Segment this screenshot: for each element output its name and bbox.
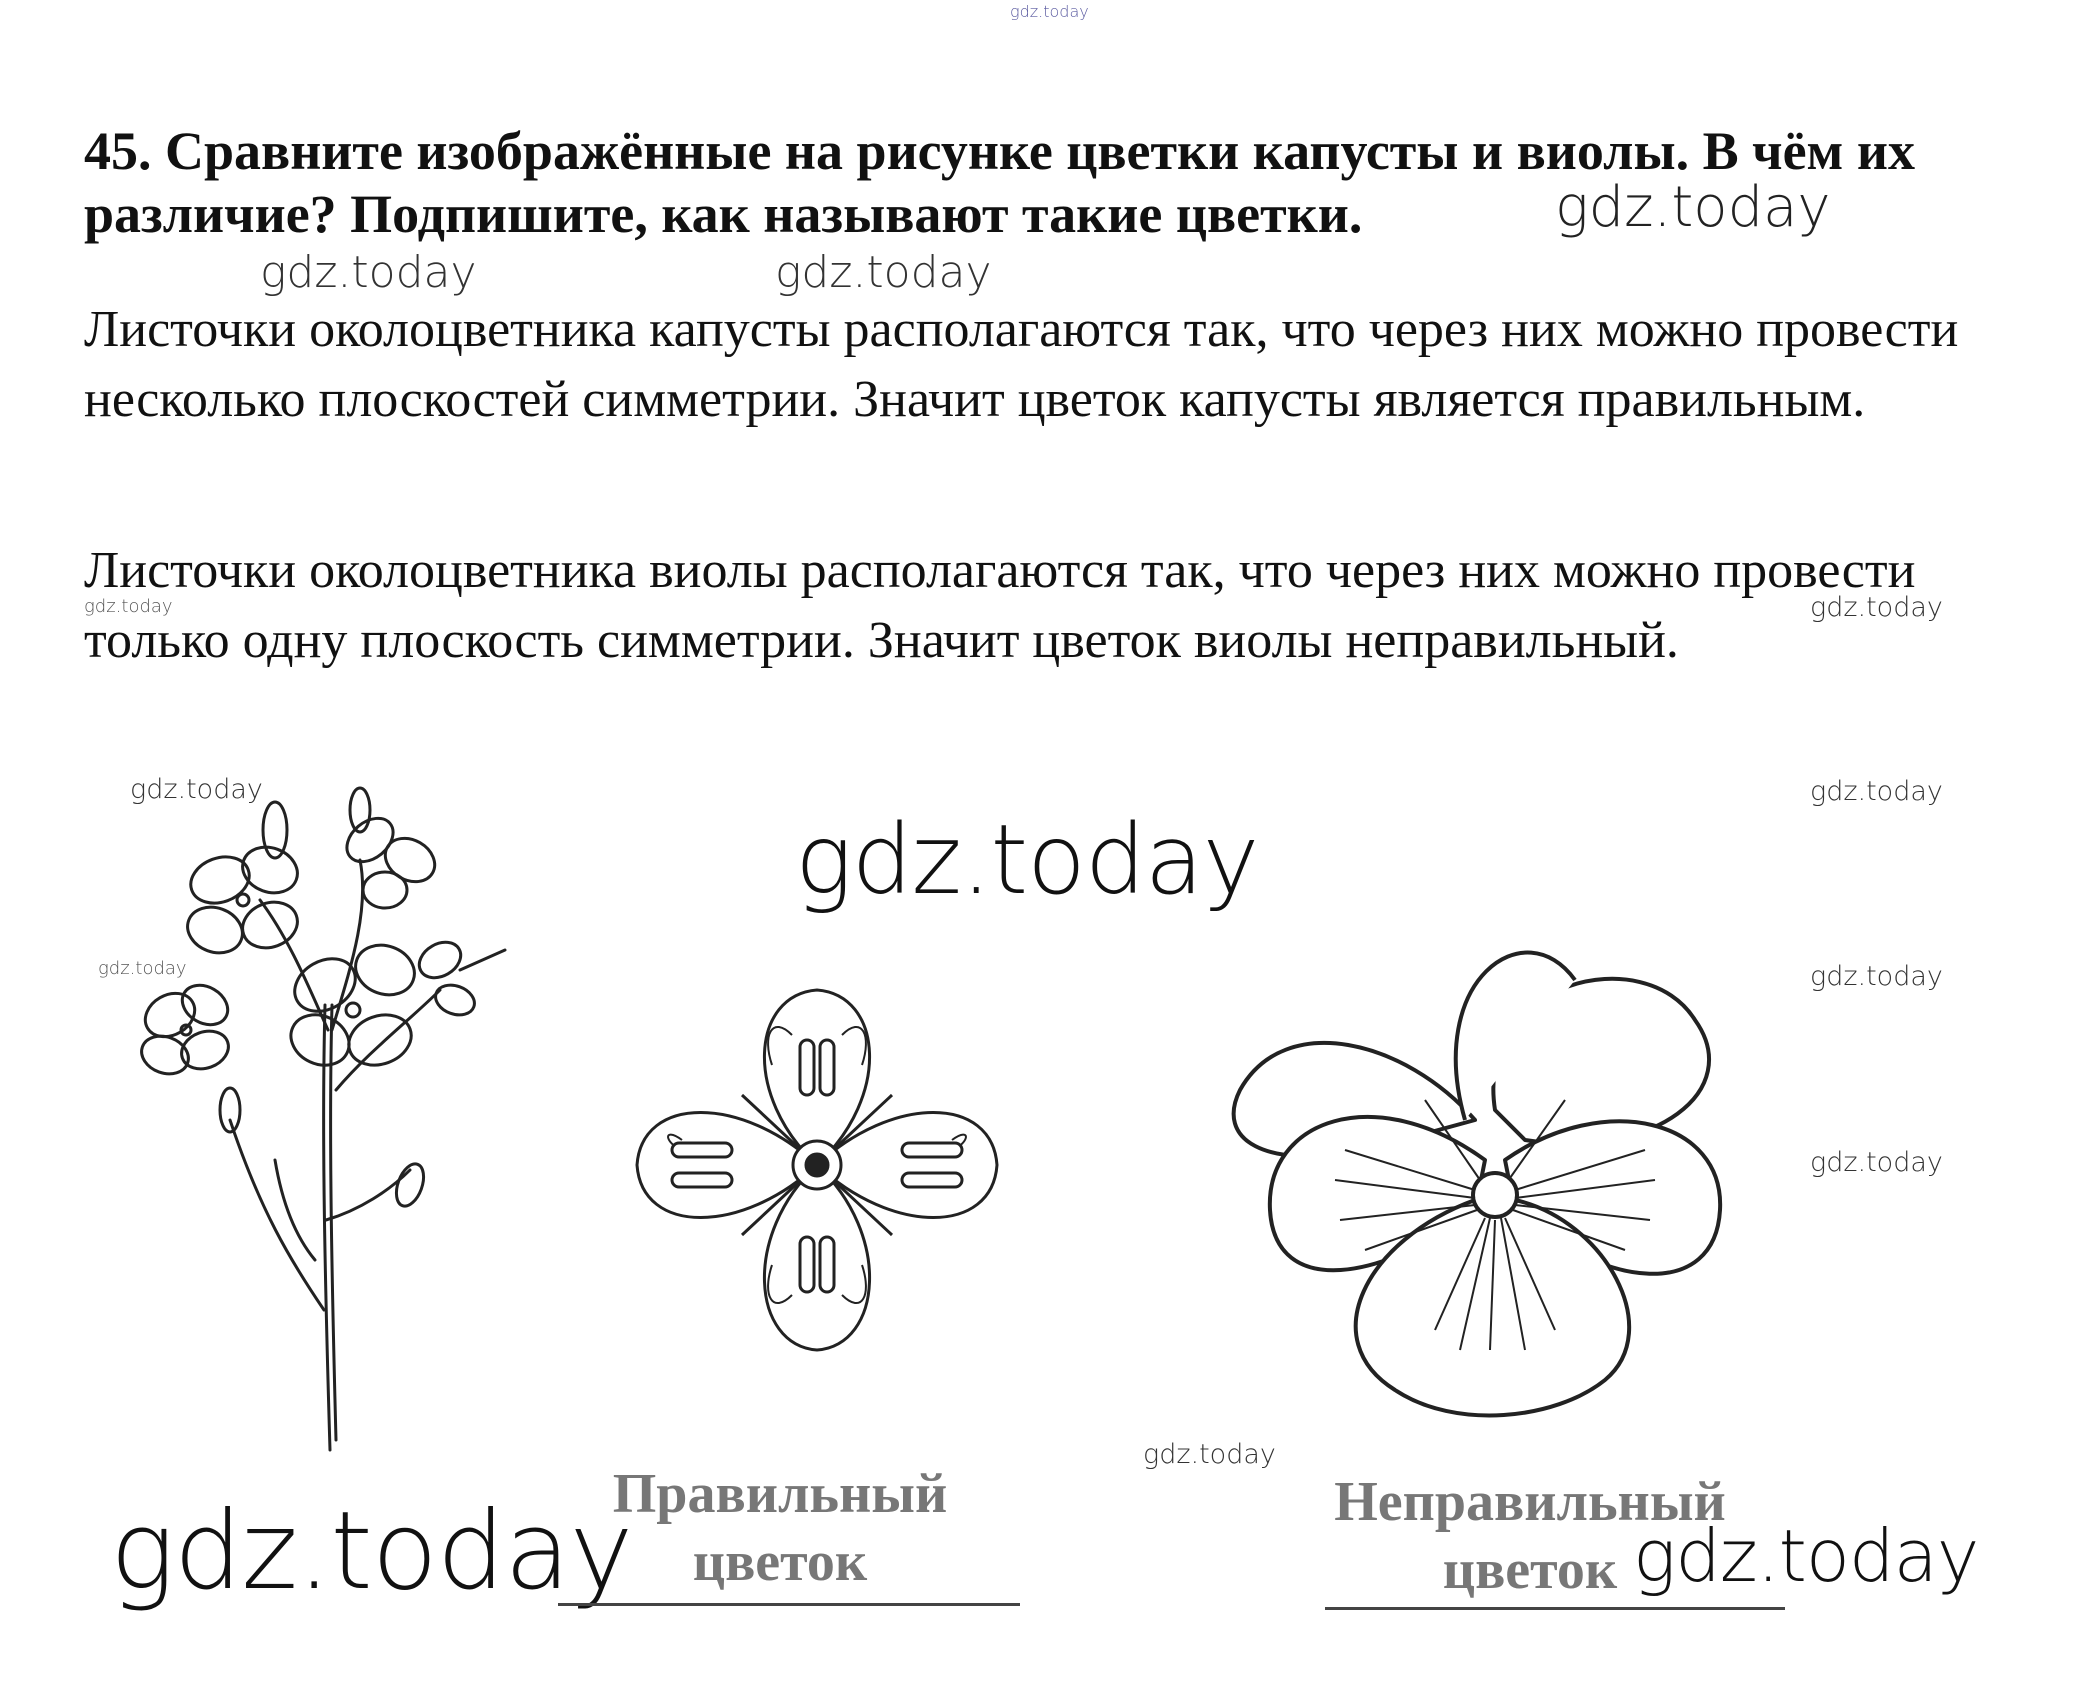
watermark-under-title-1: gdz.today (260, 247, 477, 298)
caption-regular-flower (560, 1460, 1000, 1596)
watermark-left-1: gdz.today (84, 596, 173, 617)
irregular-flower-illustration (1225, 920, 1755, 1420)
watermark-right-4: gdz.today (1810, 1147, 1943, 1178)
question-title: 45. Сравните изображённые на рисунке цветки капусты и виолы. В чём их различие? Подпишите, как называют такие цветки. (84, 121, 1915, 244)
answer-paragraph-cabbage: Листочки околоцветника капусты располагаются так, что через них можно провести несколько плоскостей симметрии. Значит цветок капусты является правильным. (84, 301, 1959, 428)
caption-irregular-underline (1325, 1607, 1785, 1610)
watermark-bottom-mid: gdz.today (1143, 1439, 1276, 1470)
caption-irregular-flower (1290, 1468, 1770, 1604)
watermark-title-right: gdz.today (1555, 175, 1831, 240)
answer-paragraph-viola: Листочки околоцветника виолы располагаются так, что через них можно провести только одну плоскость симметрии. Значит цветок виолы неправильный. (84, 542, 1916, 669)
watermark-bottom-right: gdz.today (1633, 1514, 1979, 1598)
caption-regular-underline (558, 1603, 1020, 1606)
cabbage-plant-illustration (110, 790, 530, 1460)
watermark-top: gdz.today (1010, 2, 1089, 21)
watermark-left-2: gdz.today (130, 774, 263, 805)
caption-regular-line-1: Правильный (612, 1463, 948, 1525)
watermark-right-3: gdz.today (1810, 961, 1943, 992)
caption-irregular-line-2: цветок (1442, 1539, 1618, 1601)
watermark-under-title-2: gdz.today (775, 247, 992, 298)
watermark-center: gdz.today (795, 804, 1259, 916)
caption-irregular-line-1: Неправильный (1334, 1471, 1726, 1533)
caption-regular-line-2: цветок (692, 1531, 868, 1593)
watermark-left-3: gdz.today (98, 958, 187, 979)
watermark-bottom-left: gdz.today (110, 1489, 633, 1614)
watermark-right-1: gdz.today (1810, 592, 1943, 623)
regular-flower-illustration (622, 975, 1012, 1365)
watermark-right-2: gdz.today (1810, 776, 1943, 807)
